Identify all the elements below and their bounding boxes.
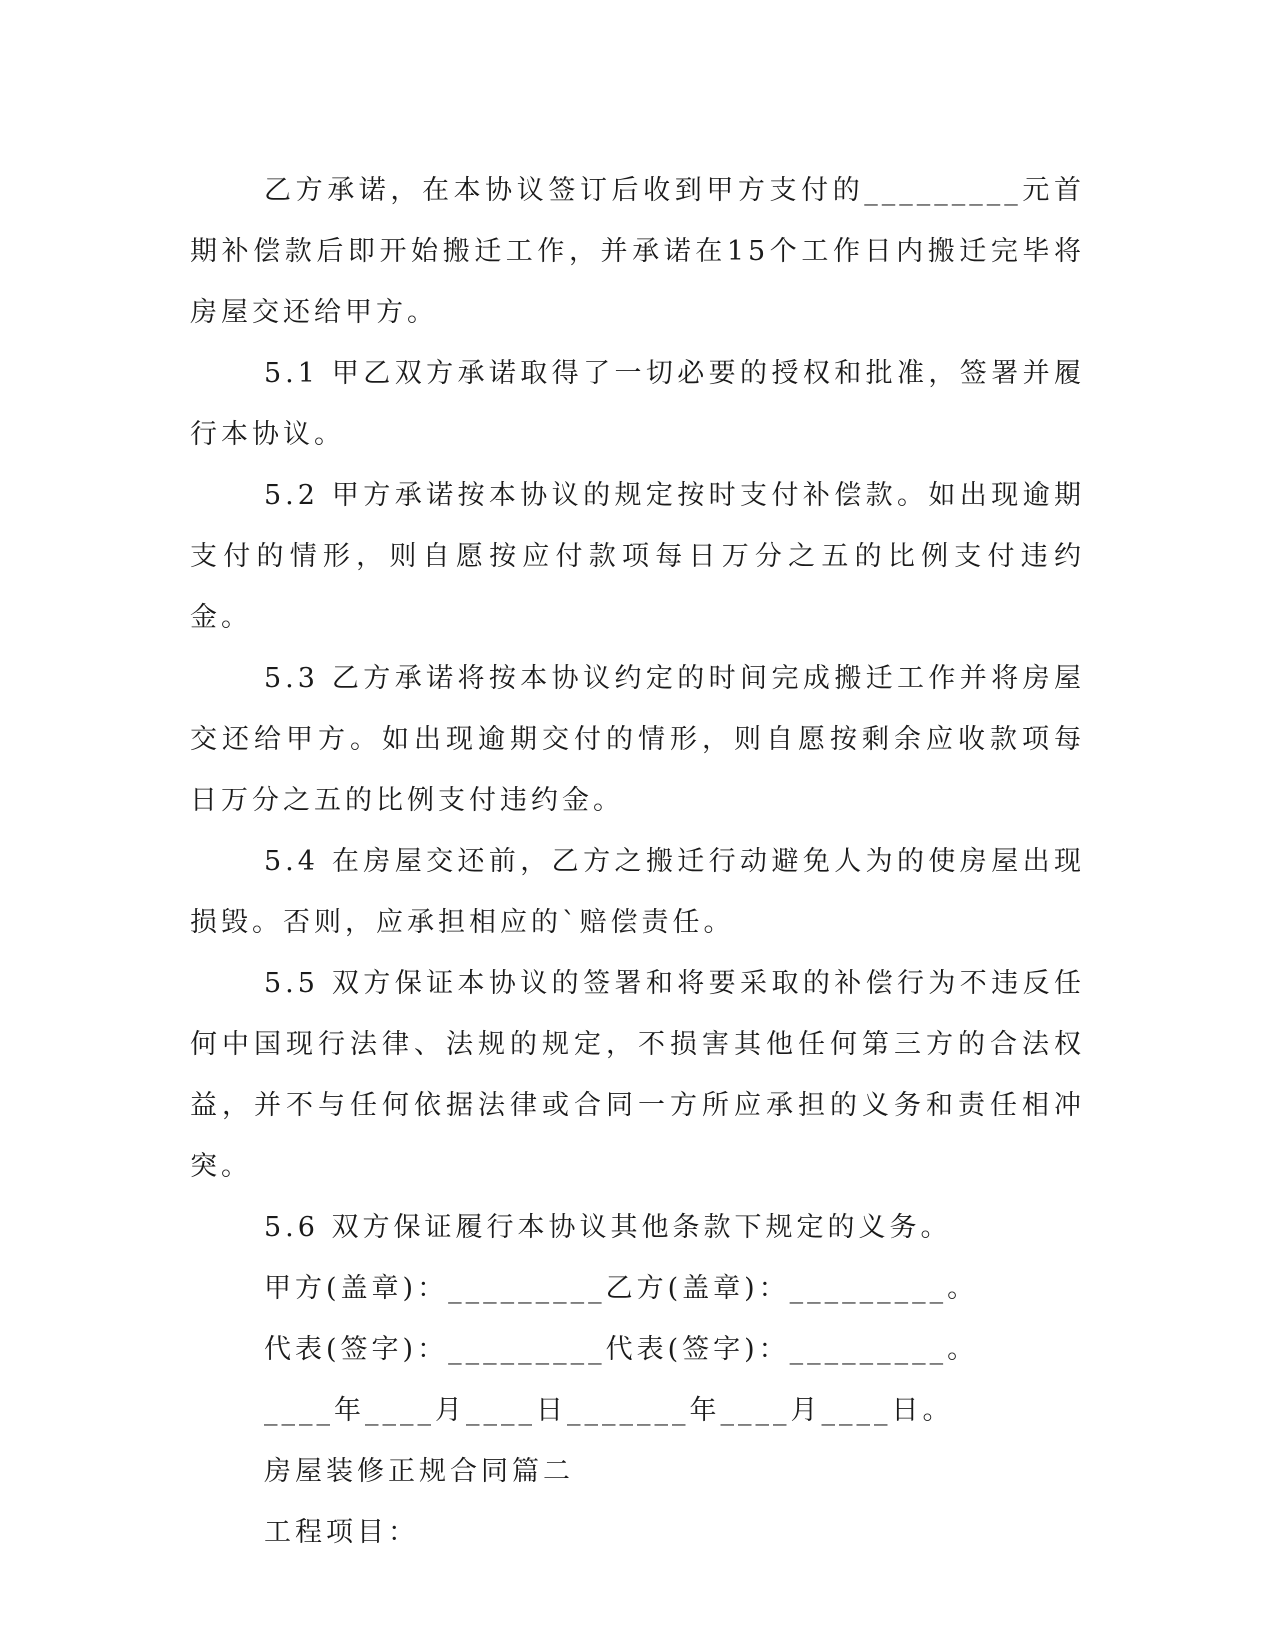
paragraph-clause-5-3: 5.3 乙方承诺将按本协议约定的时间完成搬迁工作并将房屋交还给甲方。如出现逾期交付的情形，则自愿按剩余应收款项每日万分之五的比例支付违约金。 [190, 663, 1085, 816]
signature-line-seal: 甲方(盖章)：_________乙方(盖章)：_________。 [264, 1273, 979, 1304]
signature-line-date: ____年____月____日_______年____月____日。 [264, 1395, 954, 1426]
paragraph-clause-5-4: 5.4 在房屋交还前，乙方之搬迁行动避免人为的使房屋出现损毁。否则，应承担相应的`赔偿责任。 [190, 846, 1085, 938]
paragraph-clause-5-2: 5.2 甲方承诺按本协议的规定按时支付补偿款。如出现逾期支付的情形，则自愿按应付款项每日万分之五的比例支付违约金。 [190, 480, 1085, 633]
document-body [190, 160, 1085, 1563]
signature-line-representative: 代表(签字)：_________代表(签字)：_________。 [264, 1334, 979, 1365]
paragraph-clause-5-1: 5.1 甲乙双方承诺取得了一切必要的授权和批准，签署并履行本协议。 [190, 358, 1085, 450]
project-label: 工程项目： [264, 1517, 419, 1548]
paragraph-clause-5-5: 5.5 双方保证本协议的签署和将要采取的补偿行为不违反任何中国现行法律、法规的规定，不损害其他任何第三方的合法权益，并不与任何依据法律或合同一方所应承担的义务和责任相冲突。 [190, 968, 1085, 1182]
paragraph-relocation-commitment: 乙方承诺，在本协议签订后收到甲方支付的_________元首期补偿款后即开始搬迁工作，并承诺在15个工作日内搬迁完毕将房屋交还给甲方。 [190, 175, 1085, 328]
section-heading: 房屋装修正规合同篇二 [264, 1456, 574, 1487]
paragraph-clause-5-6: 5.6 双方保证履行本协议其他条款下规定的义务。 [264, 1212, 952, 1243]
